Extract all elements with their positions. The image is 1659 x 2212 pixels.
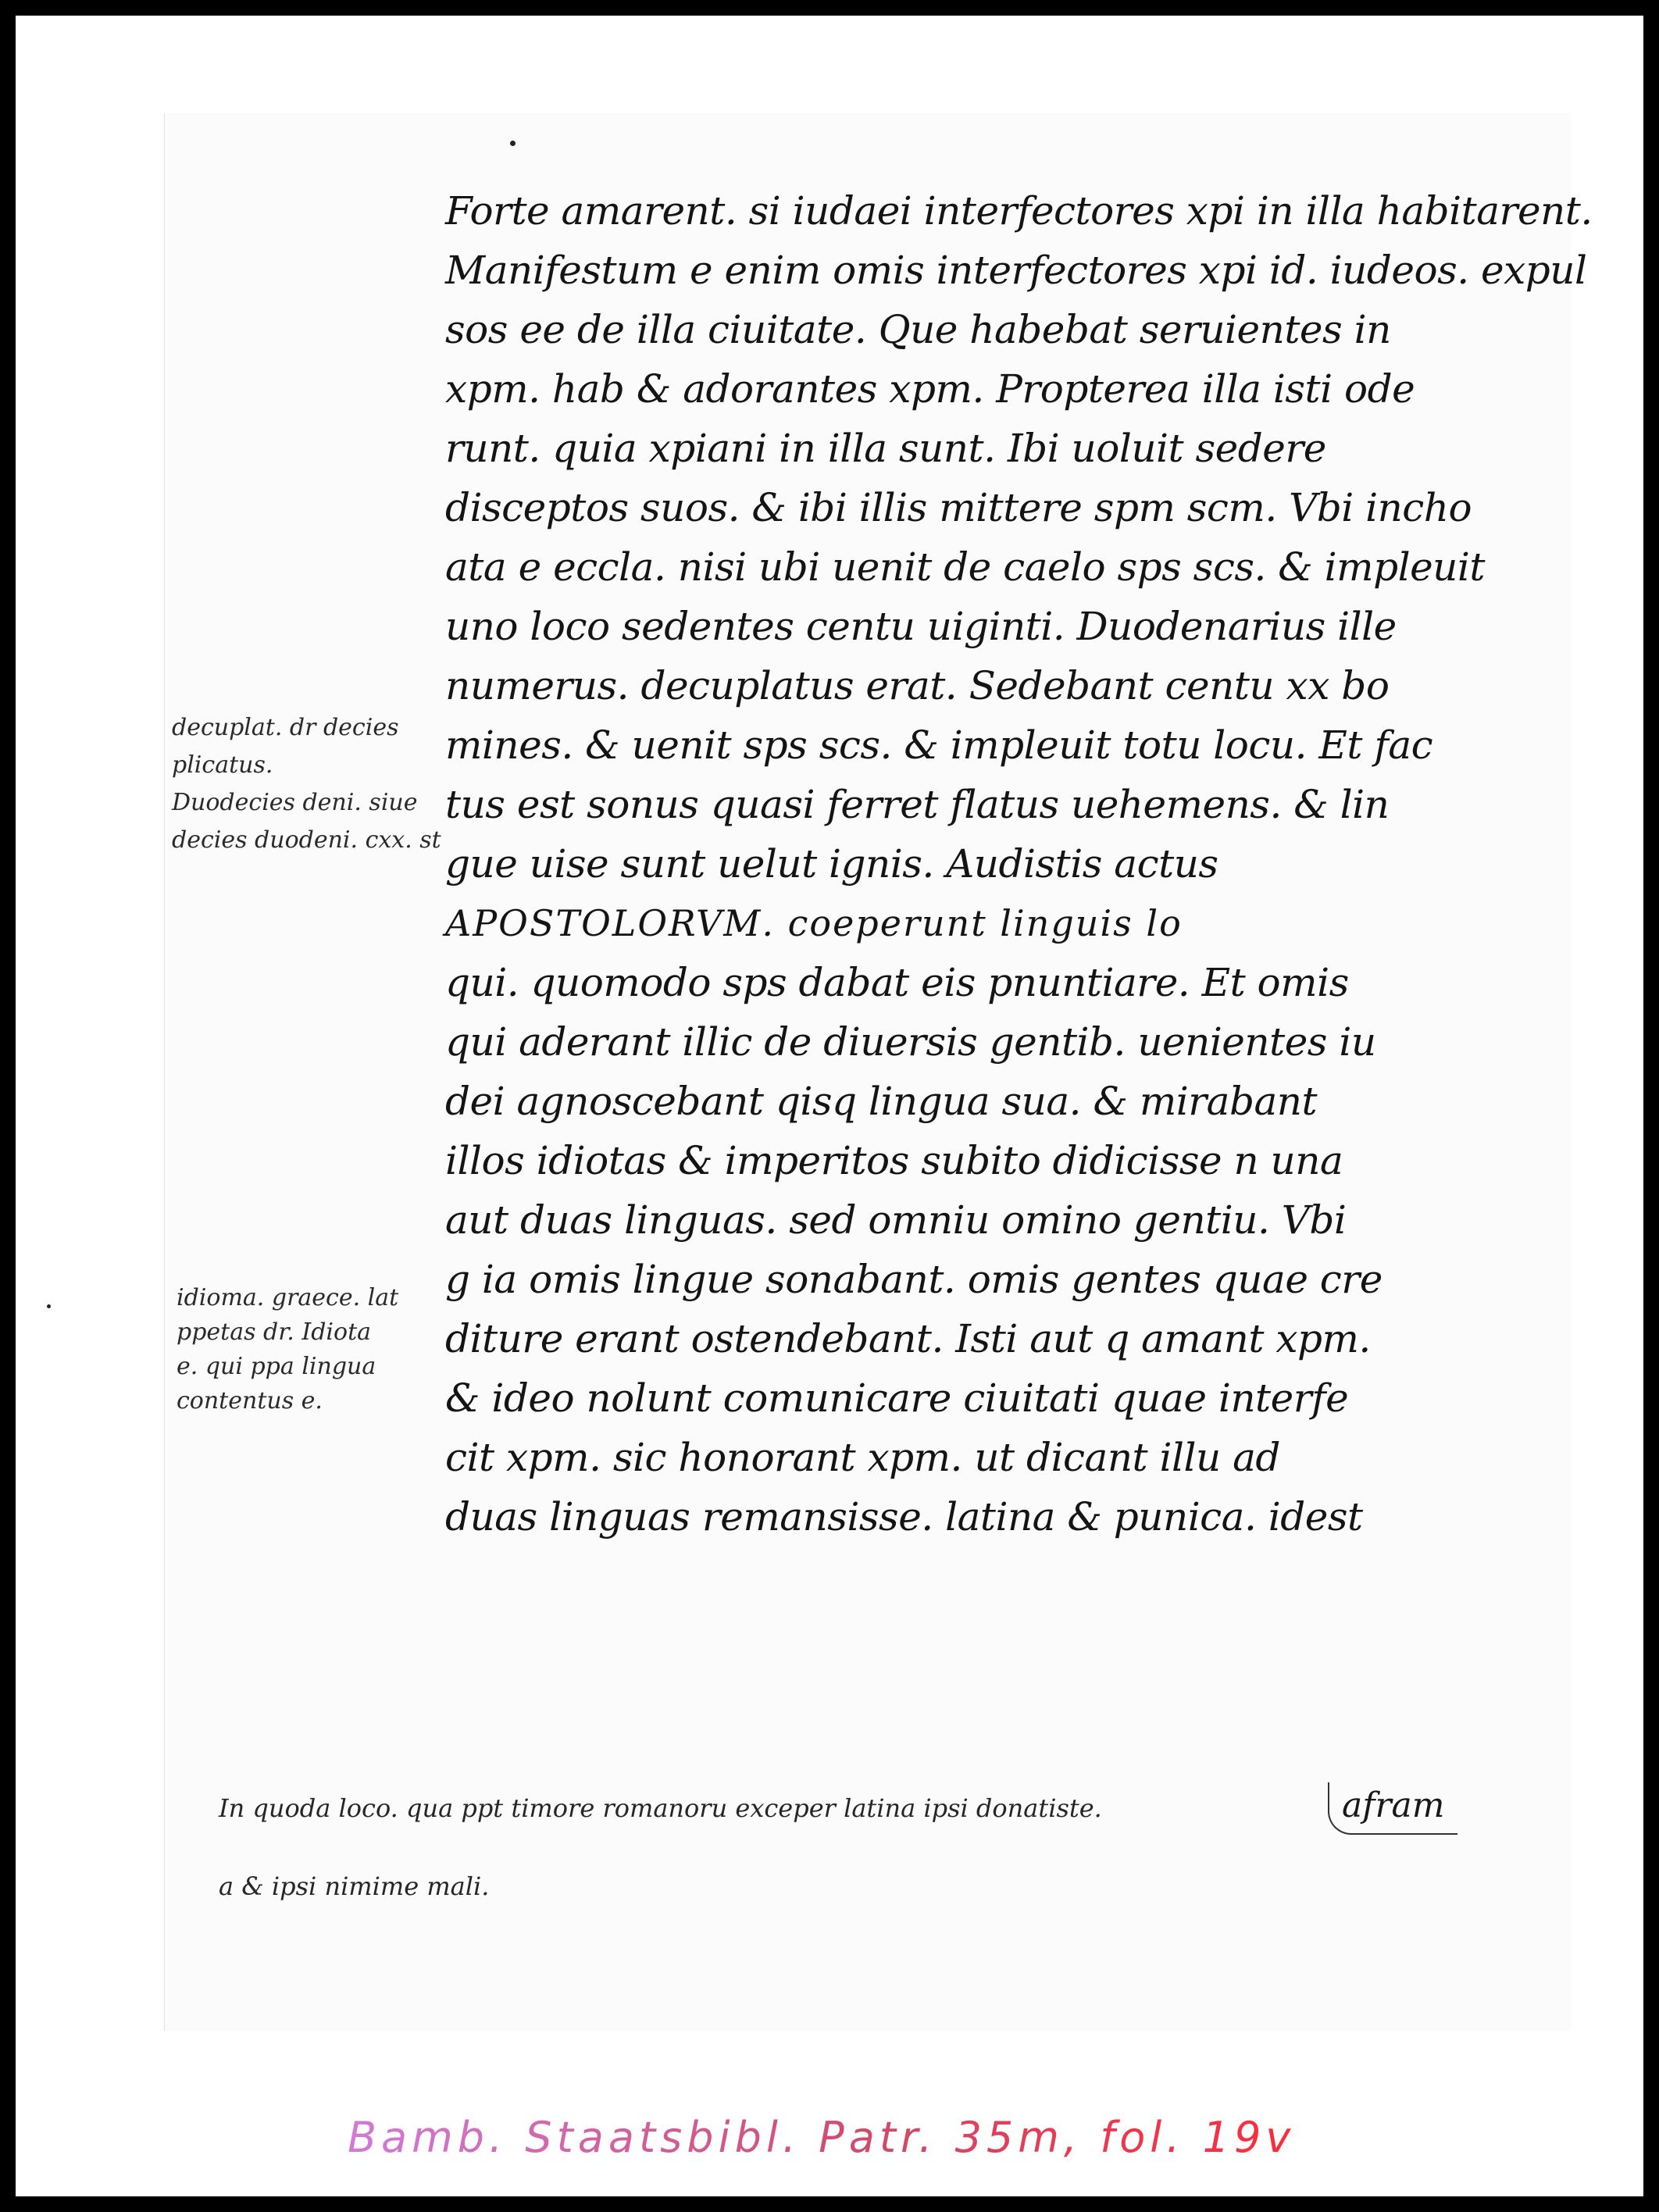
text-line: runt. quia xpiani in illa sunt. Ibi uoluit sedere <box>445 426 1326 471</box>
text-line: aut duas linguas. sed omniu omino gentiu. Vbi <box>445 1197 1347 1243</box>
text-line: diture erant ostendebant. Isti aut q amant xpm. <box>445 1316 1371 1361</box>
text-line: dei agnoscebant qisq lingua sua. & mirabant <box>445 1079 1318 1124</box>
gloss-line: idioma. graece. lat <box>177 1284 399 1311</box>
text-line: APOSTOLORVM. coeperunt linguis lo <box>445 902 1183 944</box>
gloss-line: Duodecies deni. siue <box>172 789 418 816</box>
text-line: cit xpm. sic honorant xpm. ut dicant illu ad <box>445 1435 1280 1480</box>
text-line: g ia omis lingue sonabant. omis gentes quae cre <box>445 1257 1382 1302</box>
text-line: illos idiotas & imperitos subito didicisse n una <box>445 1138 1343 1183</box>
main-text-block <box>445 181 1593 1547</box>
gloss-line: decuplat. dr decies <box>172 714 399 741</box>
gloss-line: contentus e. <box>177 1387 323 1415</box>
text-line: duas linguas remansisse. latina & punica. idest <box>445 1494 1363 1539</box>
text-line: & ideo nolunt comunicare ciuitati quae interfe <box>445 1375 1349 1421</box>
text-line: mines. & uenit sps scs. & impleuit totu locu. Et fac <box>445 722 1433 768</box>
text-line: tus est sonus quasi ferret flatus uehemens. & lin <box>445 782 1390 827</box>
margin-gloss-lower <box>177 1281 398 1418</box>
text-line: qui aderant illic de diuersis gentib. uenientes iu <box>445 1019 1376 1065</box>
gloss-line: decies duodeni. cxx. st <box>172 826 441 854</box>
text-line: numerus. decuplatus erat. Sedebant centu xx bo <box>445 663 1390 708</box>
catchword: afram <box>1328 1782 1457 1835</box>
note-line: a & ipsi nimime mali. <box>219 1871 490 1901</box>
gloss-line: plicatus. <box>172 751 273 779</box>
gloss-line: e. qui ppa lingua <box>177 1353 376 1380</box>
left-edge-mark <box>47 1304 51 1308</box>
text-line: ata e eccla. nisi ubi uenit de caelo sps scs. & impleuit <box>445 544 1485 590</box>
text-line: Forte amarent. si iudaei interfectores xpi in illa habitarent. <box>445 188 1593 234</box>
text-line: uno loco sedentes centu uiginti. Duodenarius ille <box>445 604 1397 649</box>
text-line: xpm. hab & adorantes xpm. Propterea illa isti ode <box>445 366 1415 412</box>
gloss-line: ppetas dr. Idiota <box>177 1318 372 1346</box>
text-line: qui. quomodo sps dabat eis pnuntiare. Et omis <box>445 960 1349 1005</box>
page-dot-mark <box>510 141 516 146</box>
text-line: sos ee de illa ciuitate. Que habebat seruientes in <box>445 307 1391 352</box>
text-line: Manifestum e enim omis interfectores xpi id. iudeos. expul <box>445 248 1587 293</box>
margin-gloss-upper <box>172 709 441 859</box>
library-shelfmark: Bamb. Staatsbibl. Patr. 35m, fol. 19v <box>348 2113 1296 2162</box>
text-line: disceptos suos. & ibi illis mittere spm scm. Vbi incho <box>445 485 1472 530</box>
note-line: In quoda loco. qua ppt timore romanoru exceper latina ipsi donatiste. <box>219 1793 1102 1823</box>
text-line: gue uise sunt uelut ignis. Audistis actus <box>445 841 1218 887</box>
bottom-marginal-note <box>219 1785 1102 1941</box>
